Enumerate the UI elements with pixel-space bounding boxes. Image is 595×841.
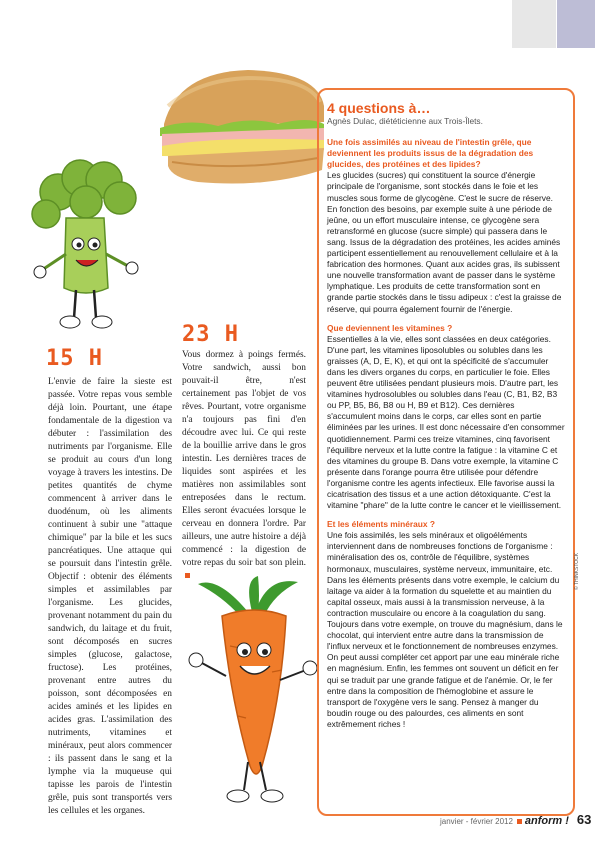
carrot-character-illustration [178,576,328,808]
article-text-23h: Vous dormez à poings fermés. Votre sandwich, aussi bon pouvait-il être, n'est certainement pas l'objet de vos rêves. Pourtant, votre organisme n'a toujours pas fini d'en découdre avec lui. Ce qui reste de la bouillie arrive dans le gros intestin. Les dernières traces de liquides sont aspirées et les matières non assimilables sont entreposées dans le rectum. Elles seront évacuées lorsque le cerveau en donnera l'ordre. Par ailleurs, une autre histoire a déjà commencé : la digestion de votre repas du soir bat son plein. [182,350,306,568]
issue-date: janvier - février 2012 [440,817,513,826]
broccoli-character-illustration [28,158,146,334]
article-column-23h [182,349,306,583]
interview-sidebar [317,88,575,816]
time-heading-15h: 15 H [46,346,103,371]
question-3: Et les éléments minéraux ? [327,519,435,530]
sidebar-subtitle: Agnès Dulac, diététicienne aux Trois-Îlets. [327,116,483,126]
question-1: Une fois assimilés au niveau de l'intestin grêle, que deviennent les produits issus de la dégradation des glucides, des protéines et des lipides? [327,137,534,170]
page-footer [440,812,591,827]
question-2: Que deviennent les vitamines ? [327,322,453,333]
sandwich-illustration [158,66,326,188]
magazine-name: anform ! [524,815,569,827]
answer-1: Les glucides (sucres) qui constituent la source d'énergie principale de l'organisme, sont stockés dans le foie et les muscles sous forme de glycogène. C'est le sucre de réserve. En fonction des besoins, par exemple suite à une période de jeûne, ou un effort musculaire intense, ce glycogène sera retransformé en glucose (sucre simple) qui passera dans le sang. Issus de la dégradation des protéines, les acides aminés participent essentiellement au renouvellement cellulaire et à la fabrication des hormones. Quant aux acides gras, ils subissent une nouvelle transformation avant de passer dans le système lymphatique. Les produits de cette transformation sont en grande partie stockés dans le tissu adipeux : c'est la graisse de réserve, qui pourra également fournir de l'énergie. [327,170,562,314]
footer-square-icon [517,819,522,824]
corner-tab-lavender [557,0,595,48]
corner-tab-light [512,0,556,48]
sidebar-title: 4 questions à… [327,100,431,116]
answer-3: Une fois assimilés, les sels minéraux et oligoéléments interviennent dans de nombreuses fonctions de l'organisme : minéralisation des os, contrôle de l'équilibre, systèmes hormonaux, musculaires, système nerveux, immunitaire, etc. Dans les éléments présents dans votre exemple, le calcium du laitage va aider à la formation du squelette et au maintien du capital osseux, mais aussi à la transmission nerveuse, à la contraction musculaire ou encore à la coagulation du sang. Toujours dans votre exemple, on trouve du magnésium, dans le chocolat, qui intervient entre autre dans la transmission de l'influx nerveux et le fonctionnement de nombreuses enzymes. On peut aussi compléter cet apport par une eau minérale riche en magnésium. Enfin, les femmes ont souvent un déficit en fer qui se traduit par une grande fatigue et de l'anémie. Or, le fer entre dans la composition de l'hémoglobine et assure le transport de l'oxygène vers le sang. Pensez à manger du boudin rouge ou des palourdes, ces aliments en sont extrêmement riches ! [327,530,563,729]
page-number: 63 [576,812,592,827]
answer-2: Essentielles à la vie, elles sont classées en deux catégories. D'une part, les vitamines liposolubles ou solubles dans les graisses (A, D, E, K), et qui ont la spécificité de s'accumuler dans les divers organes du corps, en particulier le foie. Elles peuvent être utilisées pendant plusieurs mois. D'autre part, les vitamines hydrosolubles ou solubles dans l'eau (C, B1, B2, B3 ou PP, B5, B6, B8 ou H, B9 et B12). Ces dernières s'accumulent moins dans le corps, car elles sont en partie éliminées par les urines. Il est donc nécessaire d'en consommer quotidiennement. Parmi ces treize vitamines, cinq favorisent l'équilibre nerveux et la lutte contre la fatigue : la vitamine C et des vitamines du groupe B. Dans votre exemple, la vitamine C présente dans l'orange pourra être utilisée pour défendre l'organisme contre les agents infectieux. Elle favorise aussi la cicatrisation des tissus et a une action détoxiquante. C'est la vitamine "phare" de la lutte contre le cancer et le vieillissement. [327,333,565,511]
end-of-article-mark [185,573,190,578]
photo-credit: © THINKSTOCK [574,552,580,590]
time-heading-23h: 23 H [182,322,239,347]
article-column-15h: L'envie de faire la sieste est passée. Votre repas vous semble déjà loin. Pourtant, une étape fondamentale de la digestion va débuter : l'assimilation des nutriments par l'organisme. Elle se produit au cours d'un long voyage à travers les intestins. De petites quantités de chyme commencent à arriver dans le duodénum, où les aliments continuent à subir une "attaque chimique" par la bile et les sucs pancréatiques. Une attaque qui se poursuit dans l'intestin grêle. Objectif : obtenir des éléments simples et assimilables par l'organisme. Les glucides, provenant notamment du pain du sandwich, du laitage et du fruit, sont décomposés en sucres simples (glucose, galactose, fructose). Les protéines, provenant entre autres du poisson, sont décomposées en acides aminés et les lipides en acides gras. L'assimilation des nutriments, vitamines et minéraux, peut alors commencer : ils passent dans le sang et la lymphe via la muqueuse qui tapisse les parois de l'intestin grêle, puis sont transportés vers les cellules et les organes. [48,377,172,816]
